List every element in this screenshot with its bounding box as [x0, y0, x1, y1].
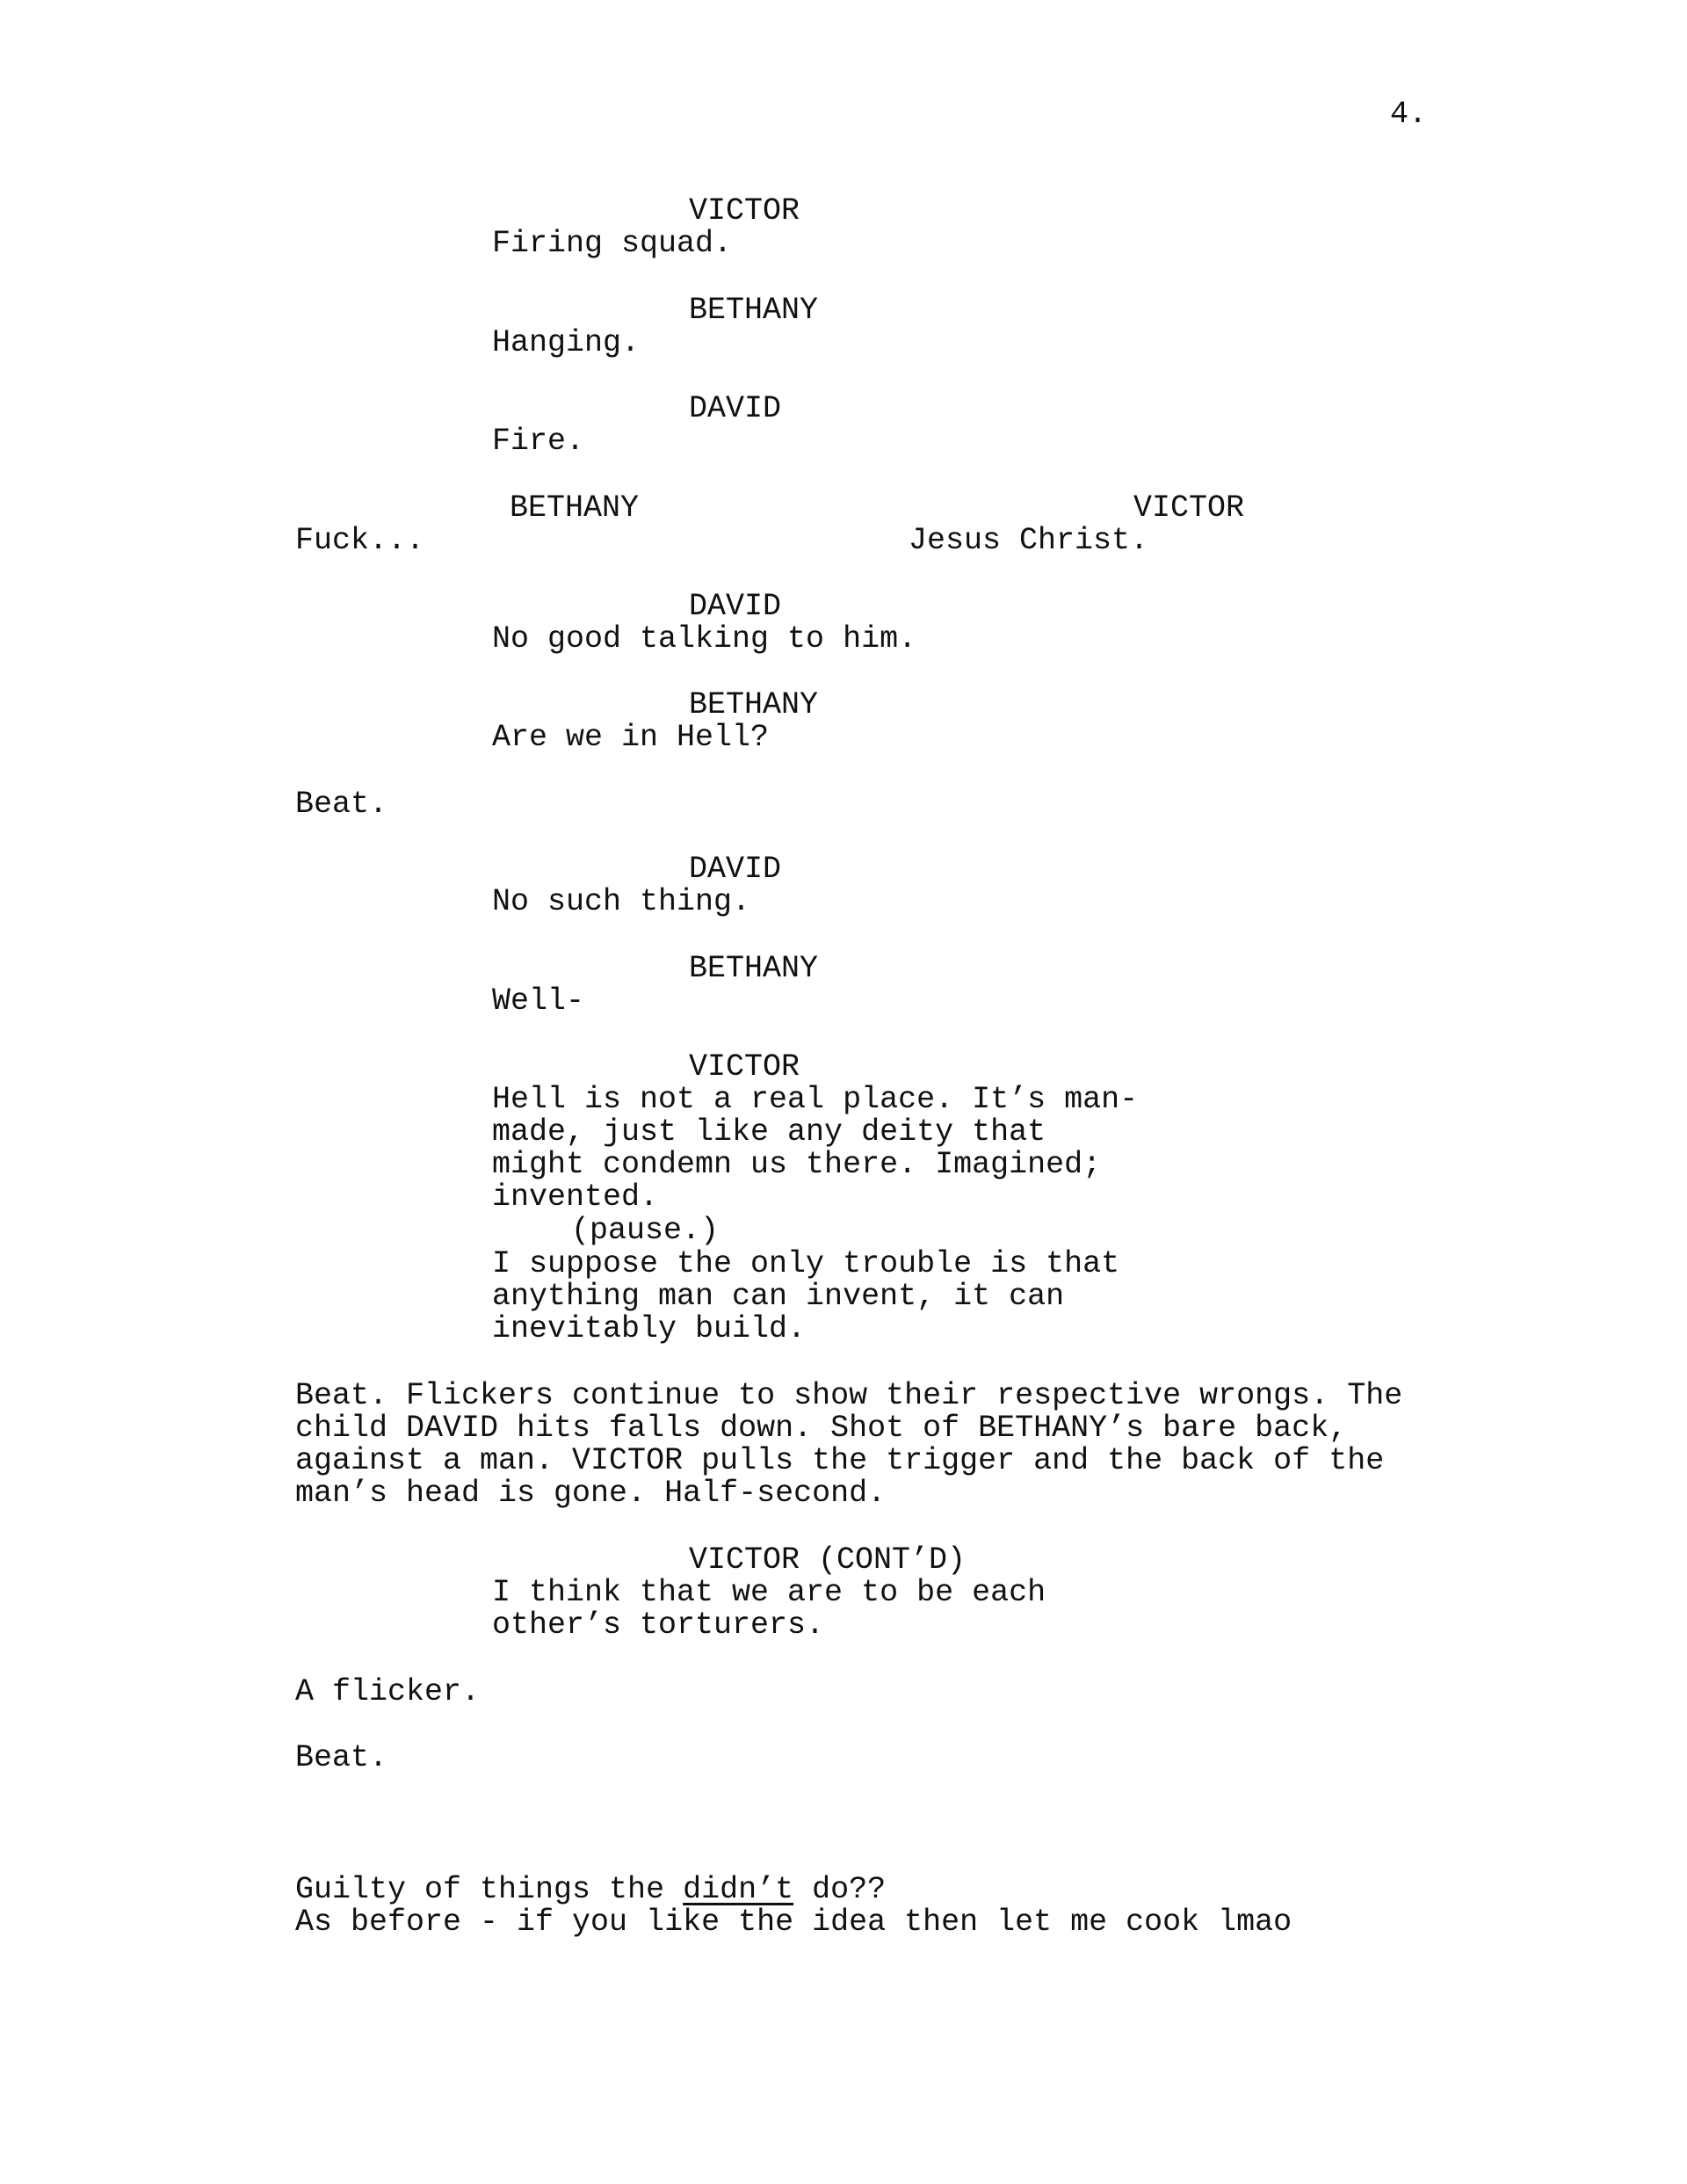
- character-cue: DAVID: [689, 391, 782, 426]
- action-line: A flicker.: [295, 1674, 481, 1709]
- character-cue: VICTOR: [689, 193, 800, 229]
- dialogue-line: Well-: [492, 983, 585, 1019]
- action-line: Beat.: [295, 1740, 388, 1775]
- dual-right-cue: VICTOR: [1133, 490, 1245, 526]
- dialogue-line: other’s torturers.: [492, 1607, 825, 1643]
- character-cue: BETHANY: [689, 293, 819, 328]
- dialogue-line: Firing squad.: [492, 226, 733, 261]
- dialogue-line: No such thing.: [492, 884, 751, 919]
- note-line: As before - if you like the idea then let me cook lmao: [295, 1905, 1292, 1940]
- note-text: do??: [793, 1872, 887, 1907]
- action-line: Beat.: [295, 787, 388, 822]
- parenthetical: (pause.): [571, 1213, 720, 1248]
- dialogue-line: invented.: [492, 1179, 659, 1215]
- dialogue-line: made, just like any deity that: [492, 1114, 1046, 1150]
- character-cue: BETHANY: [689, 687, 819, 722]
- dialogue-line: No good talking to him.: [492, 621, 917, 657]
- character-cue: VICTOR: [689, 1049, 800, 1085]
- character-cue: BETHANY: [689, 951, 819, 986]
- action-line: Beat. Flickers continue to show their respective wrongs. The: [295, 1378, 1403, 1413]
- action-line: man’s head is gone. Half-second.: [295, 1476, 887, 1511]
- dual-left-cue: BETHANY: [510, 490, 640, 526]
- underlined-word: didn’t: [683, 1872, 794, 1907]
- note-text: Guilty of things the: [295, 1872, 684, 1907]
- dialogue-line: Are we in Hell?: [492, 720, 770, 755]
- action-line: against a man. VICTOR pulls the trigger and the back of the: [295, 1443, 1385, 1478]
- character-cue: DAVID: [689, 852, 782, 887]
- dialogue-line: might condemn us there. Imagined;: [492, 1147, 1102, 1182]
- note-line: [295, 1874, 886, 1906]
- dialogue-line: I think that we are to be each: [492, 1575, 1046, 1610]
- character-cue: DAVID: [689, 589, 782, 624]
- dual-left-line: Fuck...: [295, 523, 425, 558]
- action-line: child DAVID hits falls down. Shot of BETHANY’s bare back,: [295, 1411, 1348, 1446]
- dual-right-line: Jesus Christ.: [909, 523, 1149, 558]
- page-number: 4.: [1390, 97, 1428, 132]
- dialogue-line: Hell is not a real place. It’s man-: [492, 1082, 1139, 1117]
- dialogue-line: anything man can invent, it can: [492, 1279, 1065, 1314]
- dialogue-line: Fire.: [492, 424, 585, 459]
- character-cue: VICTOR (CONT’D): [689, 1542, 967, 1578]
- dialogue-line: inevitably build.: [492, 1311, 807, 1346]
- dialogue-line: Hanging.: [492, 325, 641, 360]
- dialogue-line: I suppose the only trouble is that: [492, 1246, 1120, 1281]
